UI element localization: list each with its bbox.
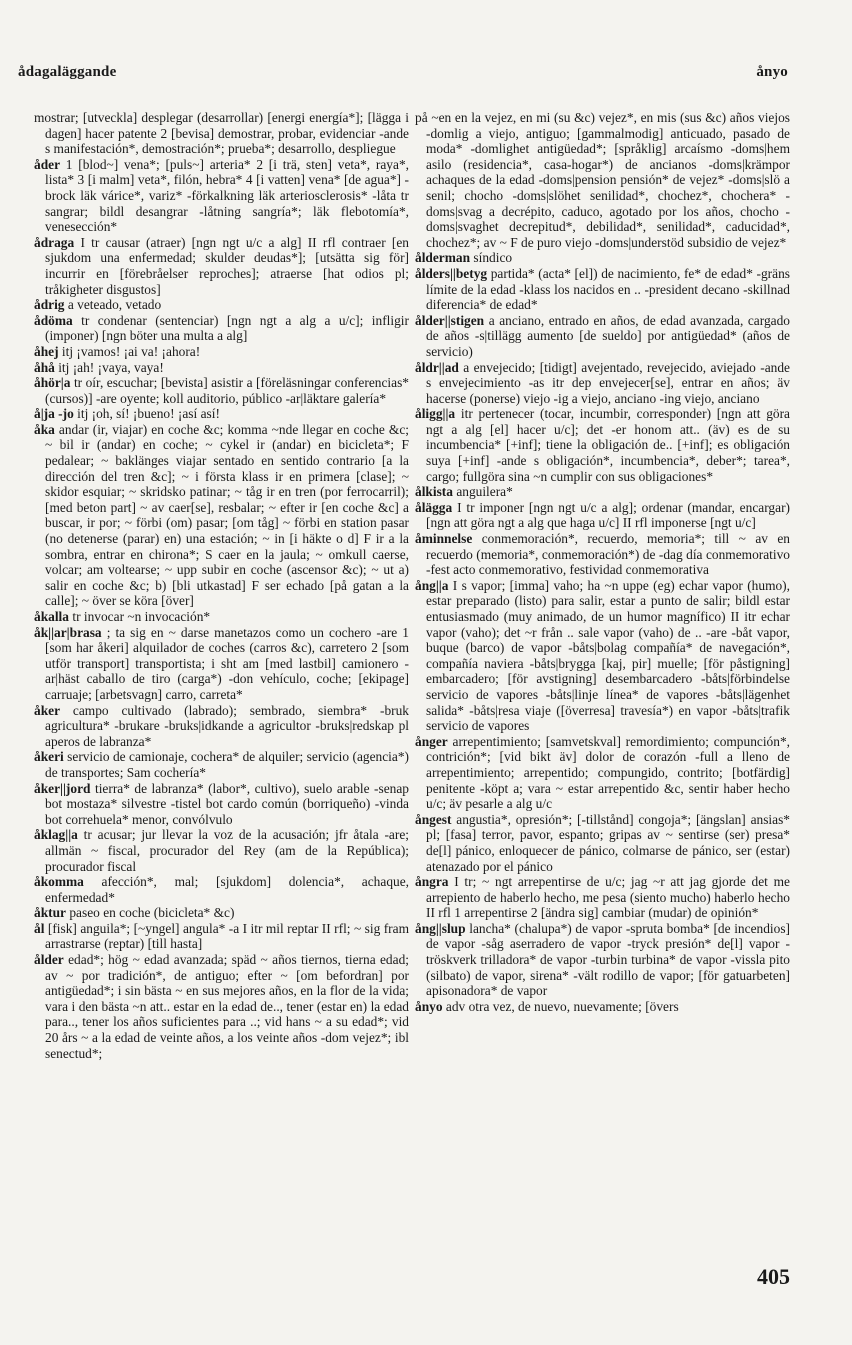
entry-headword: ångest — [415, 811, 452, 827]
dictionary-entry — [415, 313, 790, 360]
entry-definition: tr condenar (sentenciar) [ngn ngt a alg a u/c]; infligir (imponer) [ngn böter una multa a alg] — [45, 312, 409, 344]
entry-definition: I s vapor; [imma] vaho; ha ~n uppe (eg) echar vapor (humo), estar preparado (listo) para salir, estar a punto de salir; bildl estar entusiasmado (muy animado, de un humor magnífico) II itr echar vapor (vaho); det ~r från .. sale vapor (vaho) de .. -are -båt vapor, buque (barco) de vapor -båts|bolag compañía* de navegación*, compañía naviera -båts|brygga [kaj, pir] muelle; [för påstigning] embarcadero; [för avstigning] desembarcadero -båts|förbindelse servicio de vapores -båts|linje línea* de vapores -båts|lägenhet salida* -båts|resa viaje ([överresa] travesía*) en vapor -båts|trafik servicio de vapores — [426, 577, 790, 734]
dictionary-entry — [415, 500, 790, 531]
entry-definition: tr invocar ~n invocación* — [72, 609, 211, 624]
guide-word-left: ådagaläggande — [18, 64, 117, 80]
entry-definition: arrepentimiento; [samvetskval] remordimiento; compunción*, contrición*; [vid bikt äv] dolor de corazón -full a lleno de arrepentimiento; arrepentido; compungido, contrito; [botfärdig] penitente -köpt a; vara ~ estar arrepentido &c, sentir haber hecho u/c; äv pesarle a alg u/c — [426, 733, 790, 812]
entry-headword: ång||a — [415, 577, 449, 593]
entry-definition: I tr causar (atraer) [ngn ngt u/c a alg] II rfl contraer [en sjukdom una enfermedad; skulder deudas*]; [utsätta sig för] incurrir en [förebråelser reproches]; atraerse [hat odios pl; tråkigheter disgustos] — [45, 234, 409, 297]
entry-headword: åligg||a — [415, 406, 456, 422]
entry-headword: åka — [34, 421, 55, 437]
dictionary-entry — [34, 921, 409, 952]
dictionary-entry — [415, 999, 790, 1015]
dictionary-entry — [34, 375, 409, 406]
entry-definition: síndico — [473, 250, 513, 266]
entry-definition: itj ¡ah! ¡vaya, vaya! — [58, 359, 164, 375]
entry-definition: afección*, mal; [sjukdom] dolencia*, achaque, enfermedad* — [45, 874, 409, 905]
entry-definition: itr pertenecer (tocar, incumbir, corresponder) [ngn att göra ngt a alg [el] hacer u/c]; det -er honom att.. (äv) es de su incumbencia* [+inf]; tiene la obligación de.. [+inf]; es obligación suya [+inf] -ande s obligación*, incumbencia*, deber*; tarea*, cargo; fullgöra sina ~n cumplir con sus obligaciones* — [426, 406, 790, 484]
entry-headword: åk||ar|brasa — [34, 624, 102, 640]
dictionary-entry — [34, 749, 409, 780]
guide-word-right: ånyo — [756, 64, 788, 80]
entry-headword: ådraga — [34, 234, 75, 250]
entry-definition: tr oír, escuchar; [bevista] asistir a [föreläsningar conferencias* (cursos)] -are oyente; koll auditorio, público -ar|läktare galería* — [45, 375, 409, 406]
entry-definition: mostrar; [utveckla] desplegar (desarrollar) [energi energía*]; [lägga i dagen] hacer patente 2 [bevisa] demostrar, probar, evidenciar -ande s manifestación*, demostración*; prueba*; desarrollo, despliegue — [34, 110, 409, 157]
left-column — [34, 110, 409, 1260]
entry-definition: angustia*, opresión*; [-tillstånd] congoja*; [ängslan] ansias* pl; [fasa] terror, pavor, espanto; gripas av ~ sentirse (ser) presa* de[l] pánico, enloquecer de pánico, colmarse de pánico, ser (estar) atenazado por el pánico — [426, 811, 790, 874]
dictionary-entry — [34, 703, 409, 750]
dictionary-entry — [34, 406, 409, 422]
entry-headword: åhå — [34, 359, 55, 375]
dictionary-entry — [415, 921, 790, 999]
dictionary-entry — [415, 250, 790, 266]
entry-definition: edad*; hög ~ edad avanzada; späd ~ años tiernos, tierna edad; av ~ por tradición*, de antiguo; efter ~ [om befordran] por antigüedad*; i sin bästa ~ en sus mejores años, en la flor de la vida; vara i den bästa ~n att.. estar en la edad de.., tener (estar en) la edad para.., tener los años suficientes para ..; vid hans ~ a su edad*; vid 20 års ~ a la edad de veinte años, a los veinte años -dom vejez*; ibl senectud*; — [45, 952, 409, 1061]
dictionary-entry — [415, 484, 790, 500]
entry-headword: ålkista — [415, 484, 453, 500]
entry-headword: åkomma — [34, 874, 84, 890]
dictionary-entry — [34, 110, 409, 157]
entry-headword: åhör|a — [34, 375, 71, 391]
entry-definition: 1 [blod~] vena*; [puls~] arteria* 2 [i trä, sten] veta*, raya*, lista* 3 [i malm] veta*, filón, hebra* 4 [i vatten] vena* [de agua*] -brock läk várice*, variz* -förkalkning läk arteriosclerosis* -låta tr sangrar; bildl desangrar -låtning sangría*; läk flebotomía*, venesección* — [45, 156, 409, 235]
dictionary-entry — [415, 578, 790, 734]
entry-definition: ; ta sig en ~ darse manetazos como un cochero -are 1 [som har åkeri] alquilador de coches (carros &c), carretero 2 [som utför transport] transportista; i sht am [med lastbil] camionero -ar|häst caballo de tiro (carga*) -don vehículo, coche; [ekipage] carruaje; [arbetsvagn] carro, carreta* — [45, 624, 409, 702]
entry-definition: I tr imponer [ngn ngt u/c a alg]; ordenar (mandar, encargar) [ngn att göra ngt a alg que haga u/c] II rfl imponerse [ngt u/c] — [426, 499, 790, 531]
dictionary-entry — [415, 266, 790, 313]
entry-headword: ångra — [415, 874, 449, 890]
dictionary-entry — [34, 625, 409, 703]
entry-headword: ålder||stigen — [415, 312, 485, 328]
entry-headword: ång||slup — [415, 920, 466, 936]
entry-headword: å|ja -jo — [34, 406, 74, 422]
entry-headword: åminnelse — [415, 531, 473, 547]
entry-definition: campo cultivado (labrado); sembrado, siembra* -bruk agricultura* -brukare -bruks|idkande a agricultor -bruks|redskap pl aperos de labranza* — [45, 702, 409, 749]
page-number: 405 — [757, 1264, 790, 1289]
dictionary-entry — [34, 344, 409, 360]
dictionary-entry — [34, 874, 409, 905]
entry-definition: [fisk] anguila*; [~yngel] angula* -a I itr mil reptar II rfl; ~ sig fram arrastrarse (reptar) [till hasta] — [45, 920, 409, 952]
entry-definition: servicio de camionaje, cochera* de alquiler; servicio (agencia*) de transportes; Sam cochería* — [45, 749, 409, 780]
entry-headword: ånger — [415, 733, 448, 749]
dictionary-entry — [34, 297, 409, 313]
dictionary-entry — [34, 952, 409, 1061]
entry-headword: åkalla — [34, 609, 69, 624]
entry-headword: åktur — [34, 905, 66, 921]
entry-headword: åldr||ad — [415, 359, 459, 375]
entry-definition: adv otra vez, de nuevo, nuevamente; [övers — [445, 998, 679, 1014]
entry-definition: partida* (acta* [el]) de nacimiento, fe* de edad* -gräns límite de la edad -klass los nacidos en .. -president decano -skillnad diferencia* de edad* — [426, 265, 790, 313]
dictionary-entry — [415, 110, 790, 250]
dictionary-entry — [415, 874, 790, 921]
dictionary-entry — [34, 905, 409, 921]
entry-headword: ålder — [34, 952, 64, 968]
entry-headword: åhej — [34, 343, 59, 359]
dictionary-entry — [415, 812, 790, 874]
entry-definition: tr acusar; jur llevar la voz de la acusación; jfr åtala -are; allmän ~ fiscal, procurador del Rey (am de la República); procurador fiscal — [45, 827, 409, 874]
dictionary-entry — [34, 360, 409, 376]
entry-definition: paseo en coche (bicicleta* &c) — [69, 905, 235, 921]
dictionary-entry — [34, 422, 409, 609]
entry-headword: ådöma — [34, 312, 73, 328]
entry-headword: åder — [34, 156, 61, 172]
dictionary-entry — [34, 157, 409, 235]
entry-definition: a veteado, vetado — [67, 297, 162, 313]
dictionary-entry — [34, 313, 409, 344]
dictionary-entry — [415, 734, 790, 812]
entry-headword: ålägga — [415, 499, 453, 515]
entry-definition: andar (ir, viajar) en coche &c; komma ~nde llegar en coche &c; ~ bil ir (andar) en coche; ~ cykel ir (andar) en bicicleta*; F pedalear; ~ baklänges viajar sentado en sentido contrario [a la dirección del tren &c]; ~ i första klass ir en primera [clase]; ~ skidor esquiar; ~ skridsko patinar; ~ tåg ir en tren (por ferrocarril); [med beton part] ~ av caer[se], resbalar; ~ efter ir [en coche &c] a buscar, ir por; ~ förbi (om) pasar; [om tåg] ~ förbi en station pasar (no detenerse (parar) en) una estación; ~ in [i häkte o d] F ir a la sombra, entrar en chirona*; S caer en la jaula; ~ omkull caerse, volcar; am voltearse; ~ upp subir en coche (ascensor &c); ~ ut a) salir en coche &c; b) [bli utkastad] F ser echado [på gatan a la calle]; ~ över se köra [över] — [45, 421, 409, 609]
dictionary-entry — [415, 531, 790, 578]
entry-definition: anguilera* — [456, 484, 513, 500]
entry-headword: åklag||a — [34, 827, 78, 843]
entry-headword: ålders||betyg — [415, 265, 488, 281]
entry-definition: tierra* de labranza* (labor*, cultivo), suelo arable -senap bot mostaza* silvestre -tistel bot cardo común (borriqueño) -vinda bot correhuela* menor, convólvulo — [45, 780, 409, 827]
dictionary-entry — [34, 781, 409, 828]
entry-definition: lancha* (chalupa*) de vapor -spruta bomba* [de incendios] de vapor -såg aserradero de vapor -tryck presión* de[l] vapor -tröskverk trilladora* de vapor -turbin turbina* de vapor -vissla pito (silbato) de vapor, sirena* -vält rodillo de vapor; [för gatuarbeten] apisonadora* de vapor — [426, 920, 790, 999]
entry-definition: a anciano, entrado en años, de edad avanzada, cargado de años -s|tillägg aumento [de sueldo] por antigüedad* (años de servicio) — [426, 312, 790, 359]
dictionary-entry — [34, 609, 409, 625]
entry-definition: itj ¡oh, sí! ¡bueno! ¡así así! — [77, 406, 220, 422]
right-column — [415, 110, 790, 1260]
entry-headword: ånyo — [415, 998, 443, 1014]
entry-headword: ål — [34, 920, 45, 936]
dictionary-entry — [34, 235, 409, 297]
entry-headword: ådrig — [34, 297, 65, 313]
dictionary-entry — [34, 827, 409, 874]
entry-headword: ålderman — [415, 250, 471, 266]
entry-headword: åkeri — [34, 749, 64, 765]
dictionary-entry — [415, 406, 790, 484]
entry-definition: på ~en en la vejez, en mi (su &c) vejez*, en mis (sus &c) años viejos -domlig a viejo, antiguo; [gammalmodig] anticuado, pasado de moda* -domlighet antigüedad*; [språklig] arcaísmo -doms|hem asilo (residencia*, casa-hogar*) de ancianos -doms|krämpor achaques de la edad -doms|pension pensión* de vejez* -doms|slö a senil; chocho -doms|slöhet senilidad*, chochez*, chochera* -doms|svag a decrépito, caduco, agotado por los años, chocho -doms|svaghet decrepitud*, debilidad*, senilidad*, caducidad*, chochez*; av ~ F de puro viejo -doms|understöd subsidio de vejez* — [415, 110, 790, 250]
entry-headword: åker — [34, 702, 61, 718]
entry-definition: itj ¡vamos! ¡ai va! ¡ahora! — [61, 343, 201, 359]
entry-definition: conmemoración*, recuerdo, memoria*; till ~ av en recuerdo (memoria*, conmemoración*) de -dag día conmemorativo -fest acto conmemorativo, festividad conmemorativa — [426, 531, 790, 578]
entry-definition: a envejecido; [tidigt] avejentado, revejecido, aviejado -ande s envejecimiento -as itr dep envejecer[se], entrar en años; äv hacerse (ponerse) viejo -ig a viejo, anciano -ing viejo, anciano — [426, 359, 790, 406]
entry-definition: I tr; ~ ngt arrepentirse de u/c; jag ~r att jag gjorde det me arrepiento de haberlo hecho, me pesa (siento mucho) haberlo hecho II rfl 1 arrepentirse 2 [ändra sig] cambiar (mudar) de opinión* — [426, 874, 790, 921]
entry-headword: åker||jord — [34, 780, 91, 796]
dictionary-entry — [415, 360, 790, 407]
